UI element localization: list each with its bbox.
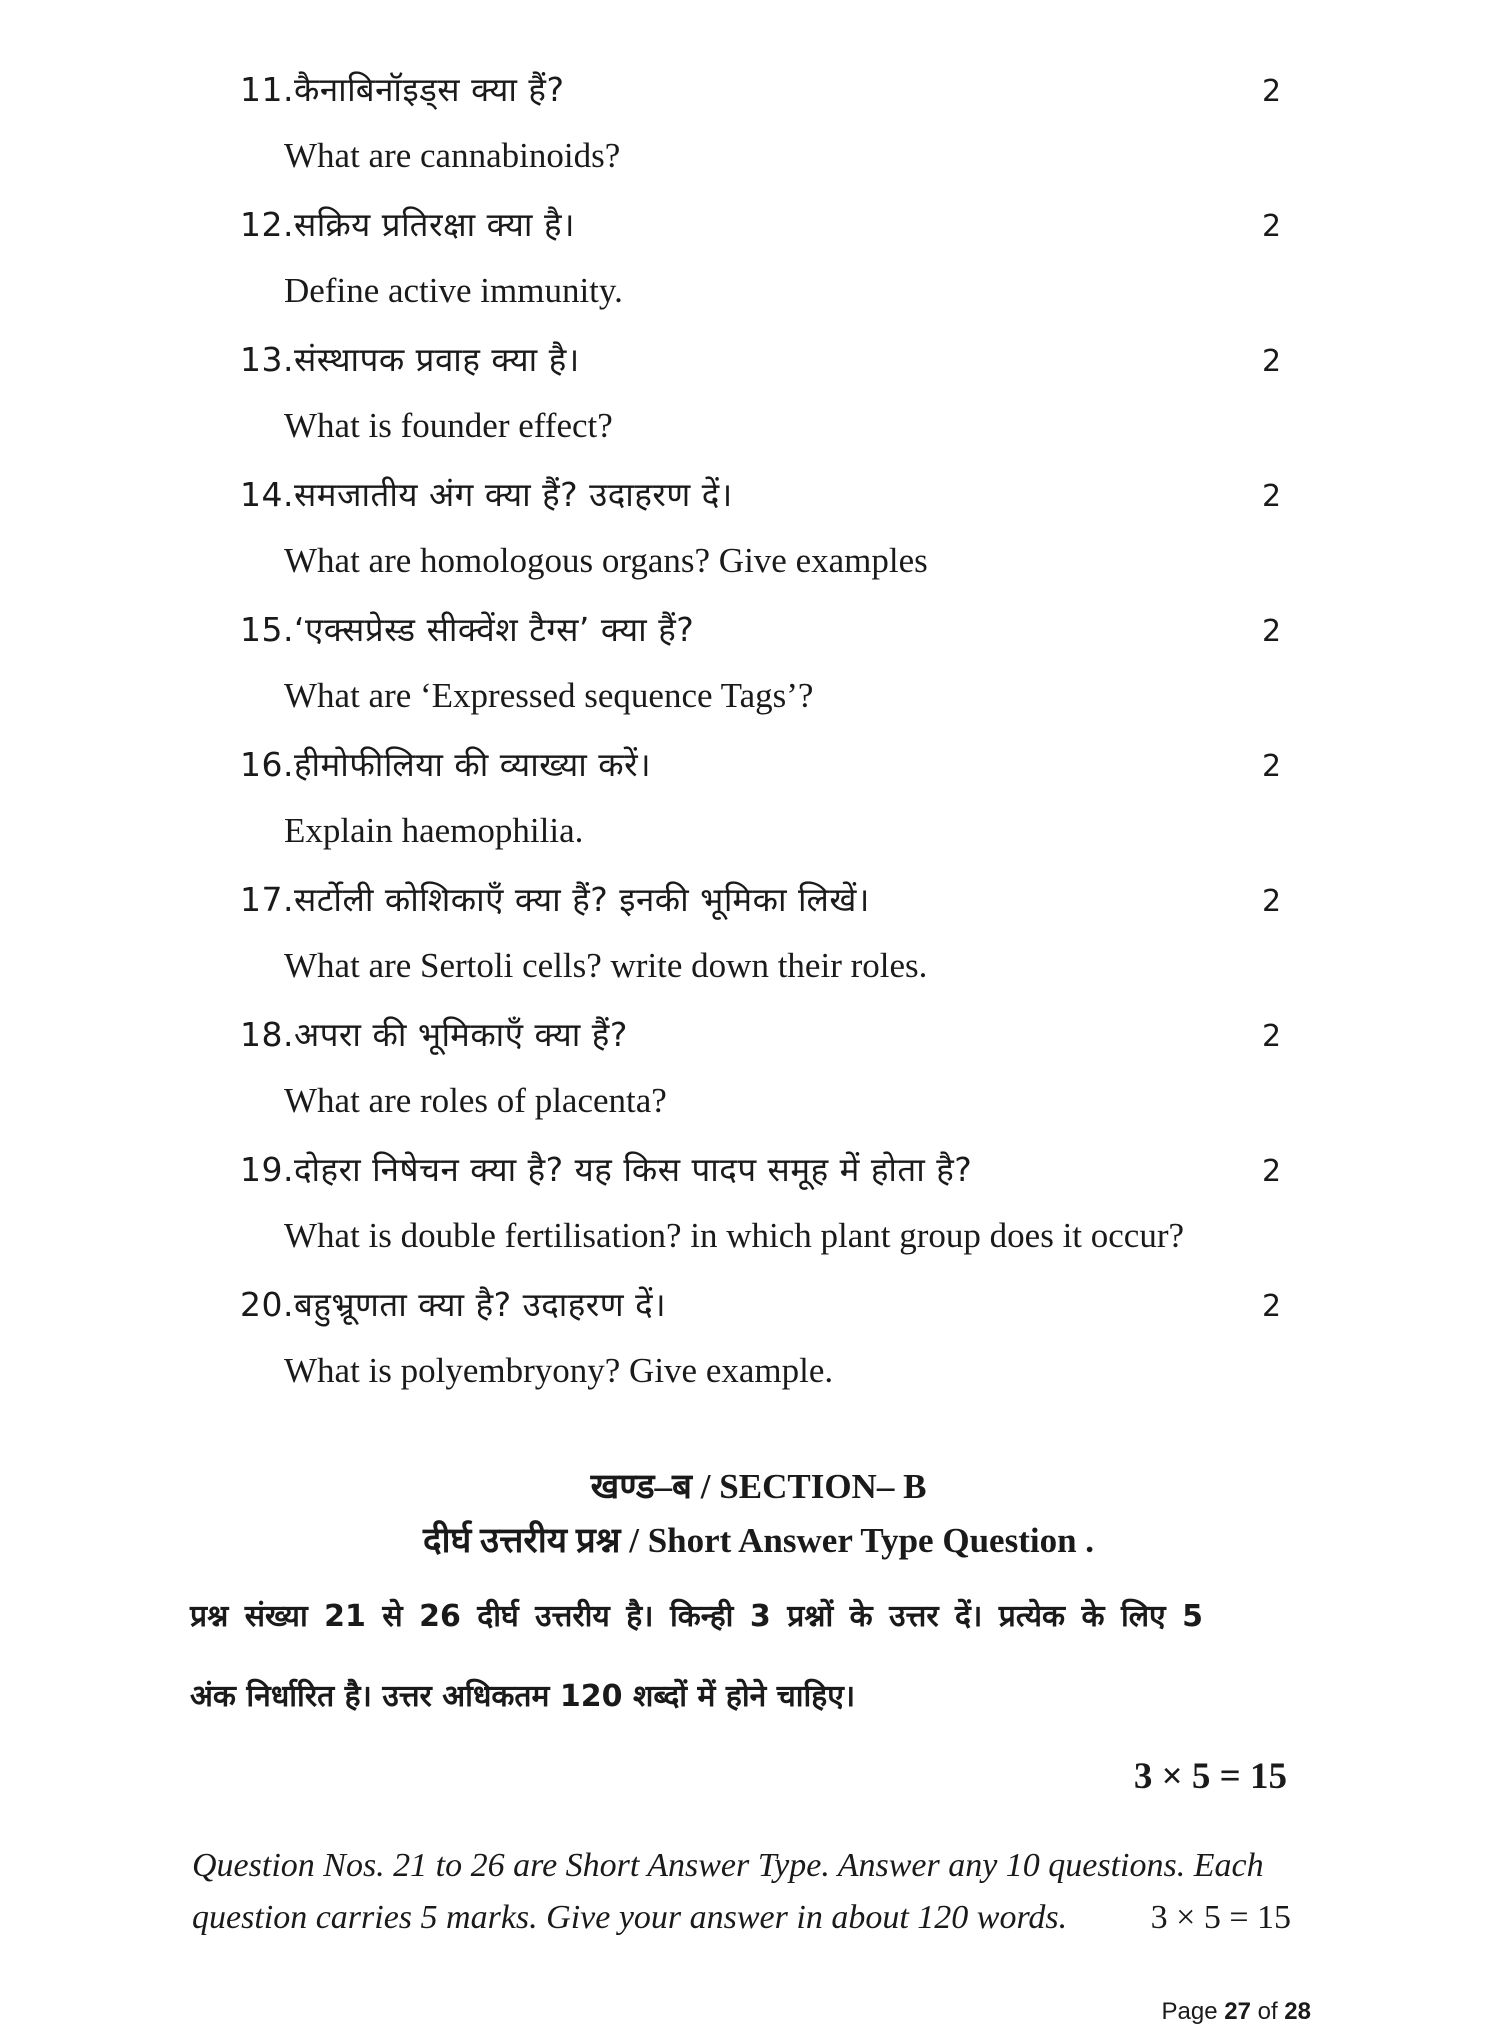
instruction-hindi-line-2: अंक निर्धारित है। उत्तर अधिकतम 120 शब्दों में होने चाहिए। [190,1679,856,1714]
question-11-marks: 2 [1262,74,1282,109]
marks-formula: 3 × 5 = 15 [1133,1756,1287,1797]
page-total: 28 [1284,1998,1311,2025]
question-13-english: What is founder effect? [284,406,613,445]
question-14-english: What are homologous organs? Give examples [284,541,928,580]
page-number [1162,1998,1312,2026]
of-word: of [1257,1998,1278,2025]
question-18-english: What are roles of placenta? [284,1081,667,1120]
question-12-english: Define active immunity. [284,271,623,310]
question-17-english: What are Sertoli cells? write down their roles. [284,946,928,985]
question-17-marks: 2 [1262,884,1282,919]
question-13-marks: 2 [1262,344,1282,379]
question-18-hindi: 18.अपरा की भूमिकाएँ क्या हैं? [240,1015,628,1054]
question-15-hindi: 15.‘एक्सप्रेस्ड सीक्वेंश टैग्स’ क्या हैं? [240,610,695,649]
question-15-english: What are ‘Expressed sequence Tags’? [284,676,814,715]
question-16-hindi: 16.हीमोफीलिया की व्याख्या करें। [240,745,652,784]
section-title: खण्ड–ब / SECTION– B [590,1467,927,1506]
question-18-marks: 2 [1262,1019,1282,1054]
page-current: 27 [1224,1998,1251,2025]
question-15-marks: 2 [1262,614,1282,649]
question-14-hindi: 14.समजातीय अंग क्या हैं? उदाहरण दें। [240,475,733,514]
question-12-marks: 2 [1262,209,1282,244]
question-11-hindi: 11.कैनाबिनॉइड्स क्या हैं? [240,70,565,109]
question-19-hindi: 19.दोहरा निषेचन क्या है? यह किस पादप समूह में होता है? [240,1150,973,1189]
question-20-hindi: 20.बहुभ्रूणता क्या है? उदाहरण दें। [240,1285,667,1324]
question-19-marks: 2 [1262,1154,1282,1189]
question-20-english: What is polyembryony? Give example. [284,1351,834,1390]
instruction-hindi-line-1: प्रश्न संख्या 21 से 26 दीर्घ उत्तरीय है। किन्ही 3 प्रश्नों के उत्तर दें। प्रत्येक के लिए 5 [190,1599,1203,1634]
question-16-english: Explain haemophilia. [284,811,584,850]
question-19-english: What is double fertilisation? in which plant group does it occur? [284,1216,1185,1255]
question-16-marks: 2 [1262,749,1282,784]
section-subtitle: दीर्घ उत्तरीय प्रश्न / Short Answer Type Question . [422,1521,1095,1560]
question-13-hindi: 13.संस्थापक प्रवाह क्या है। [240,340,580,379]
question-11-english: What are cannabinoids? [284,136,621,175]
question-12-hindi: 12.सक्रिय प्रतिरक्षा क्या है। [240,205,576,244]
question-14-marks: 2 [1262,479,1282,514]
page-word: Page [1161,1998,1218,2025]
instruction-english-line-1: Question Nos. 21 to 26 are Short Answer Type. Answer any 10 questions. Each [192,1847,1264,1884]
question-20-marks: 2 [1262,1289,1282,1324]
instruction-english-marks: 3 × 5 = 15 [1150,1899,1291,1936]
instruction-english-line-2: question carries 5 marks. Give your answer in about 120 words. [192,1899,1068,1936]
question-17-hindi: 17.सर्टोली कोशिकाएँ क्या हैं? इनकी भूमिका लिखें। [240,880,870,919]
